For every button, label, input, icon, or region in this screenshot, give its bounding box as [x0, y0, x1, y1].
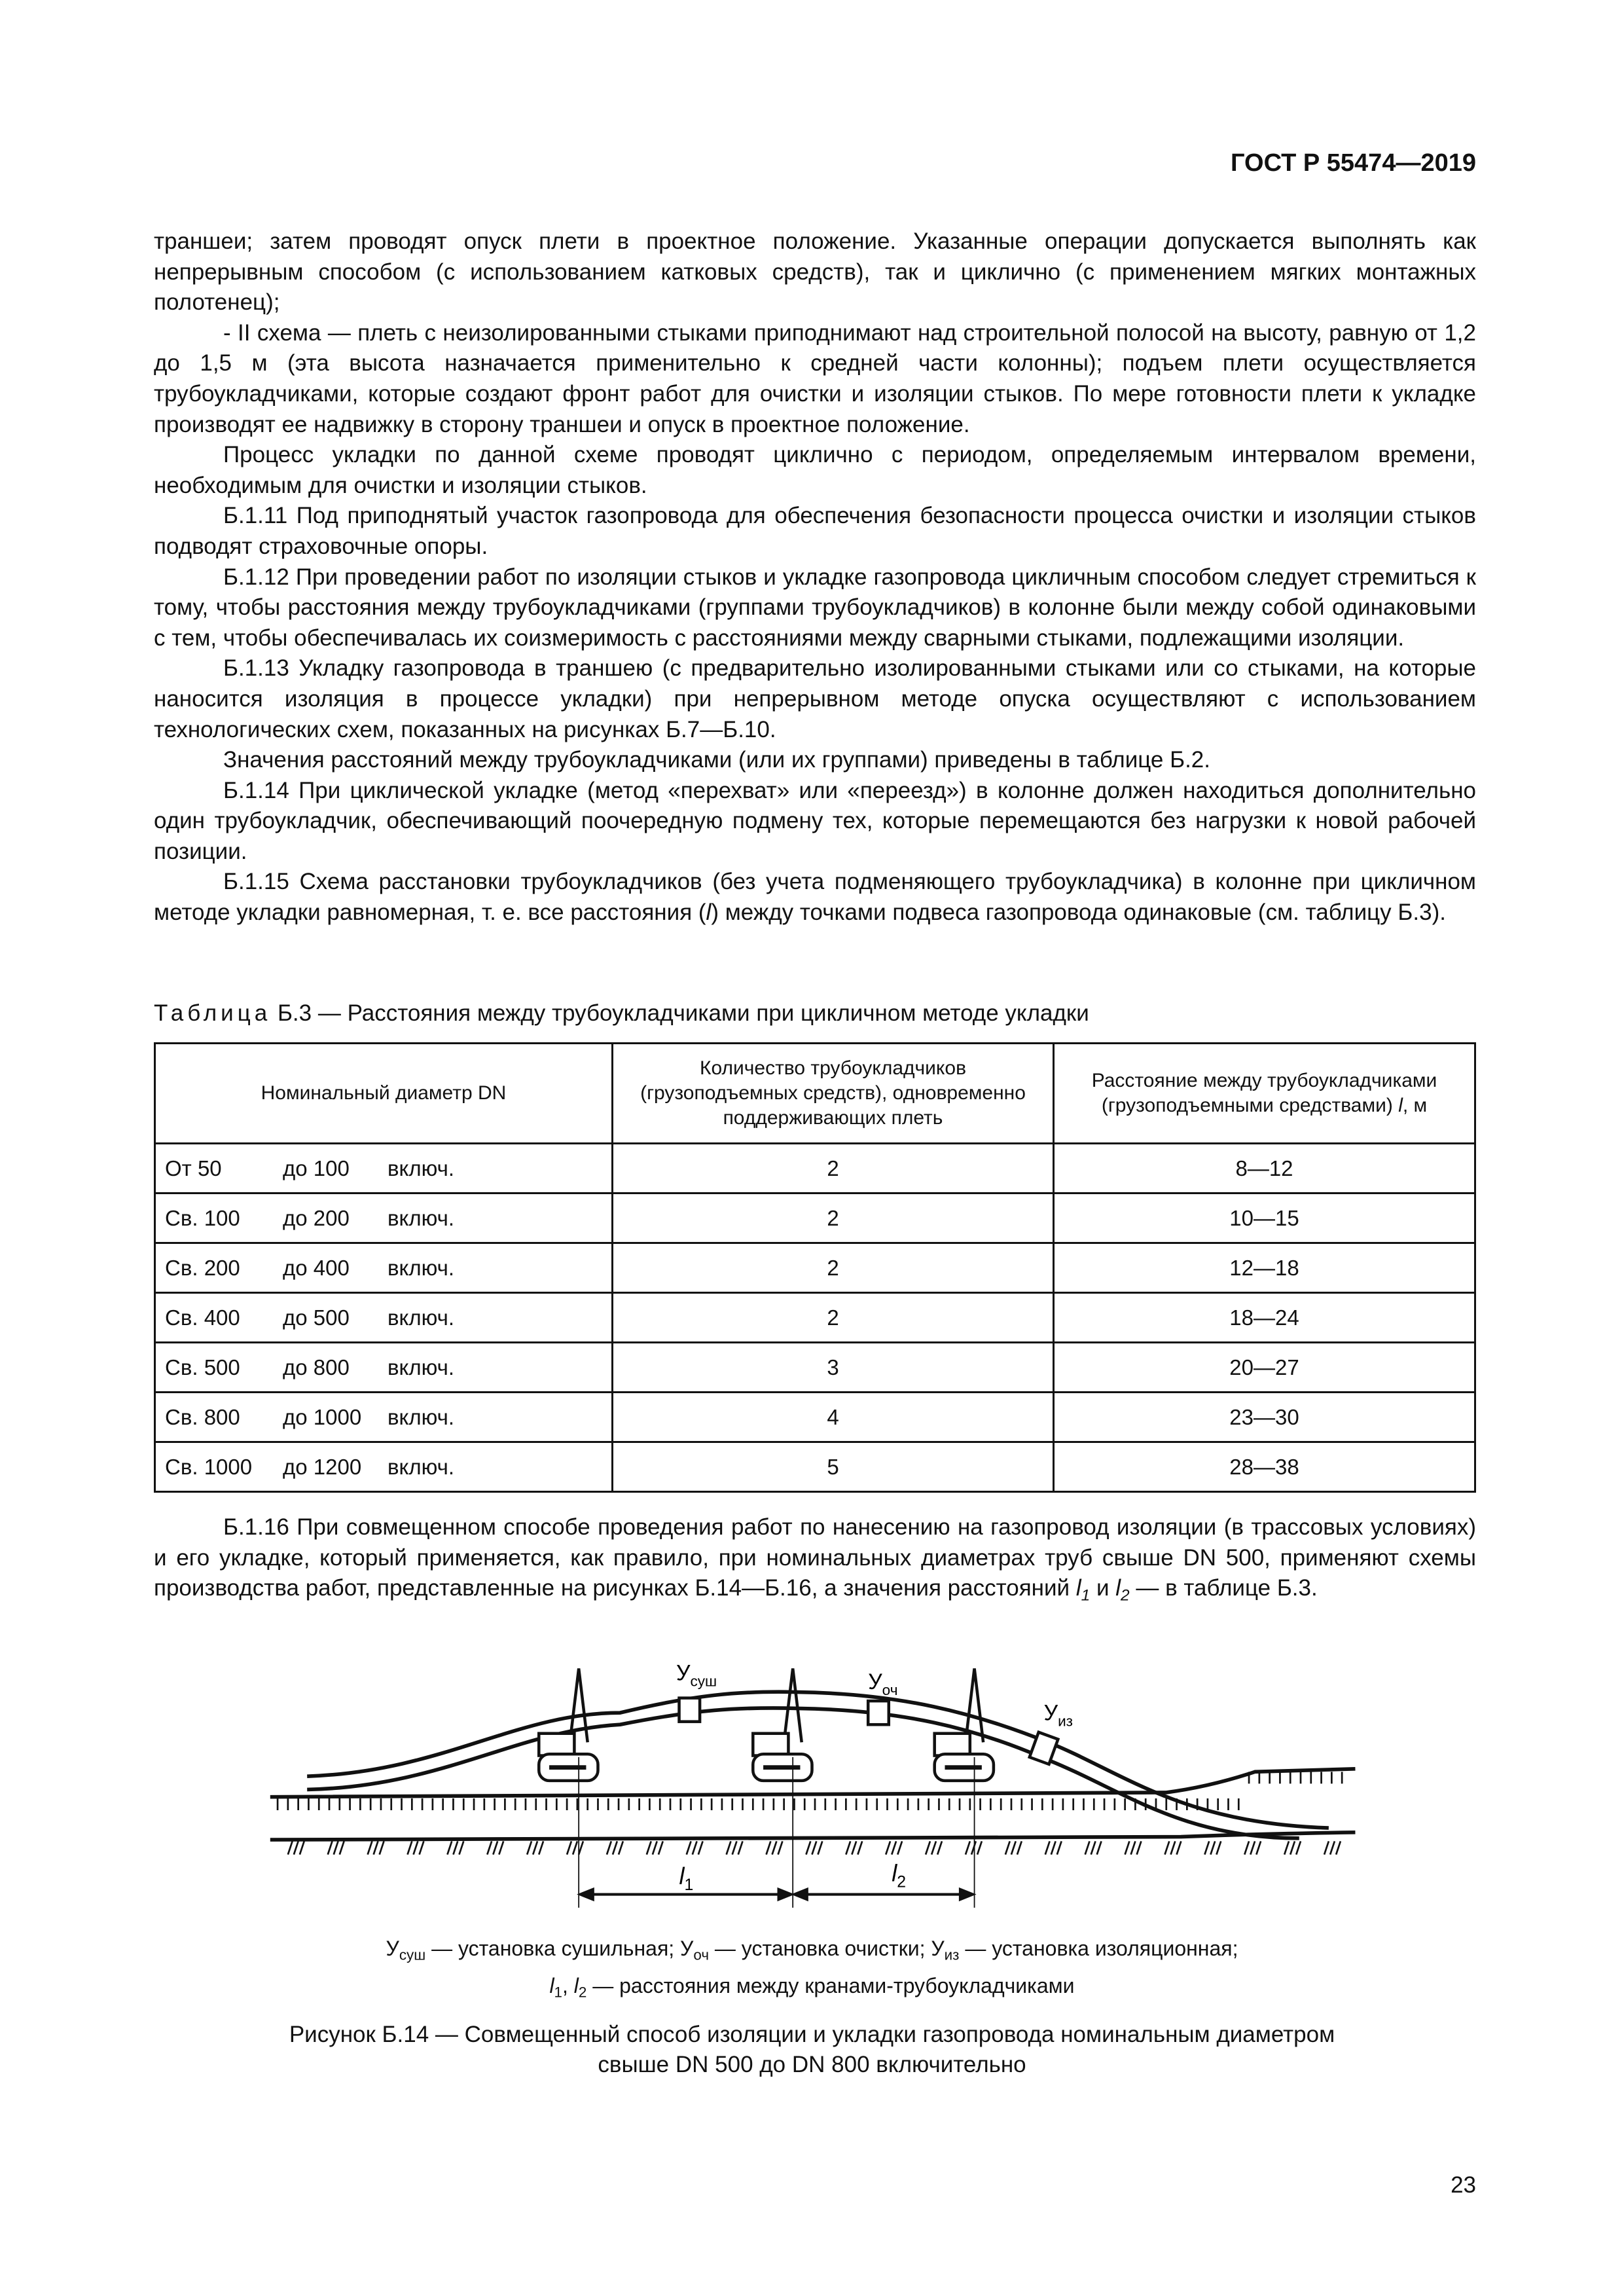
hatch — [539, 1841, 543, 1854]
text: Расстояние между трубоукладчиками (грузоподъемными средствами) — [1091, 1070, 1437, 1116]
hatch — [374, 1841, 378, 1854]
hatch — [772, 1841, 777, 1854]
figure-caption — [0, 2020, 1624, 2080]
text: Б.1.15 Схема расстановки трубоукладчиков (без учета подменяющего трубоукладчика) в колонне при цикличном методе укладки равномерная, т. е. все расстояния ( — [154, 869, 1476, 926]
hatch — [1097, 1841, 1102, 1854]
sub: 1 — [684, 1876, 694, 1894]
hatch — [1011, 1841, 1016, 1854]
legend-line-2 — [0, 1971, 1624, 2008]
hatch — [533, 1841, 537, 1854]
hatch — [732, 1841, 737, 1854]
var-l: l — [706, 900, 712, 926]
u: У — [676, 1660, 691, 1686]
sub: суш — [399, 1946, 426, 1963]
sub: из — [1058, 1713, 1074, 1730]
text: , м — [1402, 1095, 1428, 1116]
sub: из — [944, 1946, 960, 1963]
hatch — [1045, 1841, 1050, 1854]
l: l — [573, 1973, 579, 1997]
hatch — [300, 1841, 304, 1854]
table-label: Таблица — [154, 1000, 272, 1026]
hatch — [328, 1841, 333, 1854]
sub: 2 — [1121, 1586, 1130, 1605]
hatch — [778, 1841, 783, 1854]
paragraph: траншеи; затем проводят опуск плети в проектное положение. Указанные операции допускается выполнять как непрерывным способом (с использованием катковых средств), так и циклично (с применением мягких монтажных полотенец); — [154, 228, 1476, 316]
hatch — [1137, 1841, 1142, 1854]
text: — расстояния между кранами-трубоукладчиками — [586, 1973, 1075, 1997]
cell-distance: 28—38 — [1054, 1442, 1475, 1492]
caption-line-2: свыше DN 500 до DN 800 включительно — [598, 2052, 1026, 2077]
hatch — [1005, 1841, 1010, 1854]
sub: оч — [693, 1946, 710, 1963]
hatch — [818, 1841, 823, 1854]
from: Св. 200 — [165, 1255, 240, 1280]
hatch — [647, 1841, 651, 1854]
header-count: Количество трубоукладчиков (грузоподъемных средств), одновременно поддерживающих плеть — [613, 1044, 1054, 1144]
sub: 1 — [1081, 1586, 1091, 1605]
sub: 1 — [554, 1984, 562, 2001]
hatch — [846, 1841, 850, 1854]
u: У — [931, 1937, 945, 1960]
from: Св. 500 — [165, 1355, 240, 1379]
hatch — [567, 1841, 571, 1854]
incl: включ. — [388, 1355, 454, 1379]
hatch — [527, 1841, 532, 1854]
hatch — [852, 1841, 856, 1854]
hatch — [931, 1841, 936, 1854]
hatch — [1017, 1841, 1022, 1854]
cell-count: 3 — [613, 1343, 1054, 1393]
hatch — [579, 1841, 583, 1854]
hatch — [1284, 1841, 1289, 1854]
hatch — [727, 1841, 731, 1854]
hatch — [1330, 1841, 1335, 1854]
hatch — [459, 1841, 463, 1854]
hatch — [687, 1841, 691, 1854]
cell-distance: 20—27 — [1054, 1343, 1475, 1393]
to: до 500 — [283, 1305, 350, 1330]
cell-distance: 12—18 — [1054, 1243, 1475, 1293]
page-number: 23 — [1451, 2172, 1476, 2198]
label-u-sush — [676, 1661, 717, 1690]
hatch — [453, 1841, 458, 1854]
l: l — [892, 1859, 897, 1887]
hatch — [971, 1841, 976, 1854]
crane-icon — [753, 1668, 812, 1780]
paragraph: - II схема — плеть с неизолированными стыками приподнимают над строительной полосой на высоту, равную от 1,2 до 1,5 м (эта высота назначается применительно к средней части колонны); подъем плети осуществляется трубоукладчиками, которые создают фронт работ для очистки и изоляции стыков. По мере готовности плети к укладке производят ее надвижку в сторону траншеи и опуск в проектное положение. — [154, 319, 1476, 437]
u: У — [386, 1937, 399, 1960]
cell-distance: 18—24 — [1054, 1293, 1475, 1343]
hatch — [334, 1841, 338, 1854]
hatch — [447, 1841, 452, 1854]
caption-line-1: Рисунок Б.14 — Совмещенный способ изоляции и укладки газопровода номинальным диаметром — [289, 2022, 1335, 2047]
hatch — [619, 1841, 623, 1854]
u: У — [1043, 1700, 1058, 1726]
label-u-och — [868, 1669, 897, 1698]
hatch — [1131, 1841, 1136, 1854]
hatch — [1336, 1841, 1341, 1854]
hatch — [1051, 1841, 1056, 1854]
paragraph: Б.1.13 Укладку газопровода в траншею (с предварительно изолированными стыками или со стыками, на которые наносится изоляция в процессе укладки) при непрерывном методе опуска осуществляют с использованием технологических схем, показанных на рисунках Б.7—Б.10. — [154, 655, 1476, 742]
to: до 1000 — [283, 1404, 362, 1429]
l: l — [1075, 1575, 1081, 1601]
label-u-iz — [1044, 1700, 1073, 1729]
paragraph: Б.1.12 При проведении работ по изоляции стыков и укладке газопровода цикличным способом следует стремиться к тому, чтобы расстояния между трубоукладчиками (группами трубоукладчиков) в колонне были между собой одинаковыми с тем, чтобы обеспечивалась их соизмеримость с расстояниями между сварными стыками, подлежащими изоляции. — [154, 564, 1476, 651]
cell-count: 2 — [613, 1144, 1054, 1194]
hatch — [886, 1841, 890, 1854]
hatch — [892, 1841, 896, 1854]
var-l: l — [1398, 1095, 1403, 1116]
text: — в таблице Б.3. — [1129, 1575, 1318, 1601]
hatch — [1085, 1841, 1090, 1854]
hatch — [1250, 1841, 1255, 1854]
l: l — [1115, 1575, 1121, 1601]
hatch — [965, 1841, 970, 1854]
hatch — [926, 1841, 930, 1854]
incl: включ. — [388, 1454, 454, 1479]
hatch — [806, 1841, 810, 1854]
hatch — [653, 1841, 657, 1854]
hatch — [1057, 1841, 1062, 1854]
hatch — [1290, 1841, 1295, 1854]
hatch — [767, 1841, 771, 1854]
hatch — [499, 1841, 503, 1854]
cell-distance: 10—15 — [1054, 1194, 1475, 1243]
hatch — [408, 1841, 412, 1854]
hatch — [812, 1841, 817, 1854]
text: , — [562, 1973, 574, 1997]
hatch — [340, 1841, 344, 1854]
to: до 1200 — [283, 1454, 362, 1479]
hatch — [414, 1841, 418, 1854]
text: ) между точками подвеса газопровода одинаковые (см. таблицу Б.3). — [711, 900, 1446, 926]
legend-line-1 — [0, 1933, 1624, 1971]
u: У — [868, 1669, 882, 1695]
from: От 50 — [165, 1156, 222, 1180]
cell-count: 4 — [613, 1393, 1054, 1442]
incl: включ. — [388, 1156, 454, 1180]
hatch — [420, 1841, 424, 1854]
l: l — [549, 1973, 554, 1997]
from: Св. 1000 — [165, 1454, 253, 1479]
text: Б.1.16 При совмещенном способе проведения работ по нанесению на газопровод изоляции (в трассовых условиях) и его укладке, который применяется, как правило, при номинальных диаметрах труб свыше DN 500, применяют схемы производства работ, представленные на рисунках Б.14—Б.16, а значения расстояний — [154, 1514, 1476, 1601]
l: l — [679, 1862, 685, 1889]
hatch — [573, 1841, 577, 1854]
hatch — [698, 1841, 703, 1854]
hatch — [1256, 1841, 1261, 1854]
pipeline — [307, 1692, 1329, 1838]
cell-count: 2 — [613, 1293, 1054, 1343]
figure-legend — [0, 1933, 1624, 2007]
hatch — [897, 1841, 902, 1854]
sub: 2 — [897, 1873, 907, 1891]
hatch — [487, 1841, 492, 1854]
from: Св. 100 — [165, 1205, 240, 1230]
hatch — [1177, 1841, 1182, 1854]
to: до 100 — [283, 1156, 350, 1180]
from: Св. 800 — [165, 1404, 240, 1429]
from: Св. 400 — [165, 1305, 240, 1330]
document-code: ГОСТ Р 55474—2019 — [1231, 149, 1476, 177]
hatch — [1091, 1841, 1096, 1854]
incl: включ. — [388, 1305, 454, 1330]
text: — установка сушильная; — [425, 1937, 681, 1960]
hatch — [368, 1841, 372, 1854]
label-l1 — [679, 1863, 694, 1894]
paragraph: Процесс укладки по данной схеме проводят циклично с периодом, определяемым интервалом времени, необходимым для очистки и изоляции стыков. — [154, 442, 1476, 498]
ground-hatching — [278, 1772, 1342, 1854]
hatch — [1296, 1841, 1301, 1854]
crane-icon — [539, 1668, 598, 1780]
table-title: Б.3 — Расстояния между трубоукладчиками при цикличном методе укладки — [271, 1000, 1089, 1026]
hatch — [1165, 1841, 1170, 1854]
hatch — [294, 1841, 298, 1854]
sub: суш — [690, 1673, 717, 1690]
to: до 400 — [283, 1255, 350, 1280]
hatch — [1324, 1841, 1329, 1854]
hatch — [937, 1841, 942, 1854]
sub: оч — [882, 1682, 898, 1699]
paragraph: Б.1.14 При циклической укладке (метод «перехват» или «переезд») в колонне должен находиться дополнительно один трубоукладчик, обеспечивающий поочередную подмену тех, которые перемещаются без нагрузки к новой рабочей позиции. — [154, 777, 1476, 864]
u: У — [680, 1937, 694, 1960]
sub: 2 — [578, 1984, 587, 2001]
hatch — [380, 1841, 384, 1854]
cell-count: 2 — [613, 1194, 1054, 1243]
incl: включ. — [388, 1255, 454, 1280]
hatch — [288, 1841, 293, 1854]
hatch — [1210, 1841, 1215, 1854]
hatch — [693, 1841, 697, 1854]
to: до 800 — [283, 1355, 350, 1379]
hatch — [1171, 1841, 1176, 1854]
hatch — [1125, 1841, 1130, 1854]
hatch — [1204, 1841, 1209, 1854]
text: — установка изоляционная; — [959, 1937, 1238, 1960]
hatch — [493, 1841, 497, 1854]
label-l2 — [892, 1859, 906, 1891]
hatch — [613, 1841, 617, 1854]
hatch — [607, 1841, 611, 1854]
cell-distance: 8—12 — [1054, 1144, 1475, 1194]
hatch — [738, 1841, 743, 1854]
cell-count: 2 — [613, 1243, 1054, 1293]
incl: включ. — [388, 1404, 454, 1429]
paragraph: Б.1.11 Под приподнятый участок газопровода для обеспечения безопасности процесса очистки и изоляции стыков подводят страховочные опоры. — [154, 503, 1476, 559]
header-diameter: Номинальный диаметр DN — [155, 1044, 613, 1144]
hatch — [659, 1841, 663, 1854]
text: и — [1090, 1575, 1116, 1601]
incl: включ. — [388, 1205, 454, 1230]
to: до 200 — [283, 1205, 350, 1230]
cell-distance: 23—30 — [1054, 1393, 1475, 1442]
hatch — [977, 1841, 982, 1854]
text: — установка очистки; — [709, 1937, 931, 1960]
hatch — [1216, 1841, 1221, 1854]
cell-count: 5 — [613, 1442, 1054, 1492]
hatch — [857, 1841, 862, 1854]
hatch — [1244, 1841, 1249, 1854]
paragraph: Значения расстояний между трубоукладчиками (или их группами) приведены в таблице Б.2. — [223, 747, 1210, 773]
